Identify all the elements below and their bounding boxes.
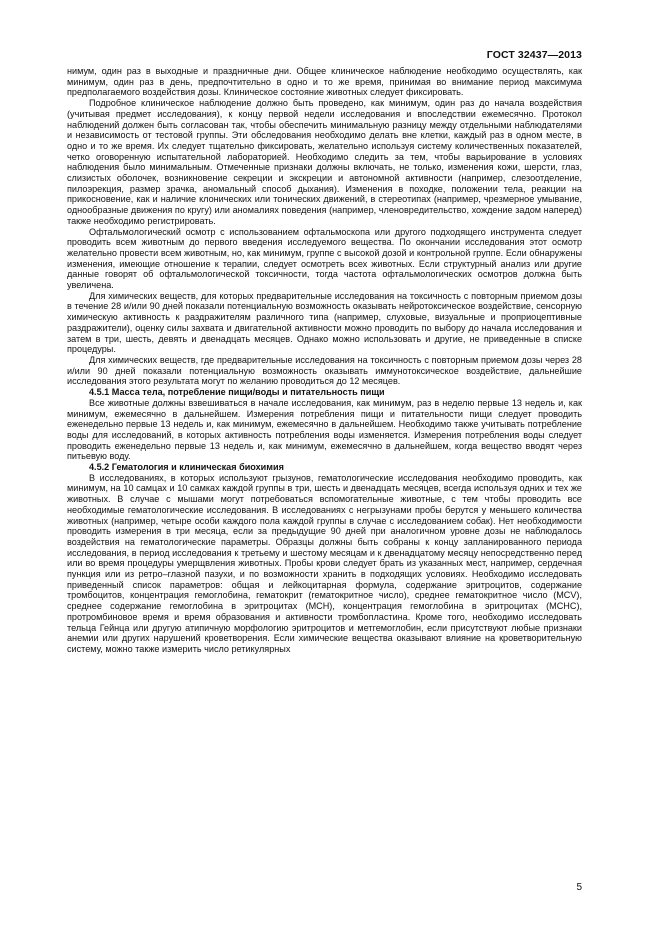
standard-number: ГОСТ 32437—2013 bbox=[486, 49, 582, 61]
section-heading: 4.5.1 Масса тела, потребление пищи/воды и питательность пищи bbox=[89, 387, 385, 398]
body-paragraph: нимум, один раз в выходные и праздничные дни. Общее клиническое наблюдение необходимо осуществлять, как минимум, один раз в день, предпочтительно в одно и то же время, принимая во внимание период максимума предполагаемого воздействия дозы. Клиническое состояние животных следует фиксировать. bbox=[67, 66, 582, 98]
body-paragraph: В исследованиях, в которых используют грызунов, гематологические исследования необходимо проводить, как минимум, на 10 самцах и 10 самках каждой группы в три, шесть и двенадцать месяцев, всегда используя одних и тех же животных. В случае с мышами могут потребоваться вспомогательные животные, с тем чтобы проводить все необходимые гематологические исследования. В исследованиях с негрызунами пробы берутся у меньшего количества животных (например, четыре особи каждого пола каждой группы в случае с исследованием собак). Нет необходимости проводить измерения в три месяца, если за предыдущие 90 дней при аналогичном уровне дозы не наблюдалось воздействия на гематологические параметры. Образцы должны быть собраны к концу запланированного периода исследования, в период исследования к третьему и шестому месяцам и к двенадцатому месяцу непосредственно перед или во время процедуры умерщвления животных. Пробы крови следует брать из указанных мест, например, сердечная пункция или из ретро–глазной пазухи, и по возможности хранить в подходящих условиях. Необходимо исследовать приведенный список параметров: общая и лейкоцитарная формула, содержание эритроцитов, содержание тромбоцитов, концентрация гемоглобина, гематокрит (гематокритное число), среднее гематокритное число (MCV), среднее содержание гемоглобина в эритроцитах (MCH), концентрация гемоглобина в эритроцитах (MCHC), протромбиновое время и время образования и активности тромбопластина. Кроме того, необходимо исследовать тельца Гейнца или другую атипичную морфологию эритроцитов и метгемоглобин, если присутствуют любые признаки анемии или других нарушений кроветворения. Если химические вещества оказывают влияние на кроветворительную систему, можно также измерить число ретикулярных bbox=[67, 472, 582, 654]
body-paragraph: Офтальмологический осмотр с использованием офтальмоскопа или другого подходящего инструмента следует проводить всем животным до первого введения исследуемого вещества. По окончании исследования этот осмотр желательно провести всем животным, но, как минимум, группе с высокой дозой и контрольной группе. Если обнаружены изменения, имеющие отношение к терапии, следует осмотреть всех животных. Если структурный анализ или другие данные говорят об офтальмологической токсичности, тогда частота офтальмологических осмотров должна быть увеличена. bbox=[67, 226, 582, 291]
body-paragraph: Все животные должны взвешиваться в начале исследования, как минимум, раз в неделю первые 13 недель и, как минимум, ежемесячно в дальнейшем. Измерения потребления пищи и питательности пищи следует проводить еженедельно первые 13 недель и, как минимум, ежемесячно в дальнейшем. Необходимо также учитывать потребление воды для исследований, в которых активность потребления воды изменяется. Измерения потребления воды следует проводить еженедельно первые 13 недель и, как минимум, ежемесячно в дальнейшем, когда вещество вводят через питьевую воду. bbox=[67, 397, 582, 462]
section-heading: 4.5.2 Гематология и клиническая биохимия bbox=[89, 462, 284, 473]
document-header bbox=[487, 49, 582, 61]
body-paragraph: Подробное клиническое наблюдение должно быть проведено, как минимум, один раз до начала воздействия (учитывая предмет исследования), к концу первой недели исследования и впоследствии ежемесячно. Протокол наблюдений должен быть согласован так, чтобы обеспечить минимальную разницу между отдельными наблюдателями и независимость от тестовой группы. Эти обследования необходимо делать вне клетки, каждый раз в одном месте, в одно и то же время. Их следует тщательно фиксировать, желательно используя систему количественных показателей, четко оговоренную испытательной лабораторией. Необходимо следить за тем, чтобы варьирование в условиях наблюдения было минимальным. Отмеченные признаки должны включать, не только, изменения кожи, шерсти, глаз, слизистых оболочек, возникновение секреции и экскреции и автономной активности (например, слезоотделение, пилоэрекция, размер зрачка, аномальный способ дыхания). Изменения в походке, положении тела, реакции на прикосновение, как и наличие клонических или тонических движений, в стереотипах (например, чрезмерное умывание, однообразные движения по кругу) или аномалиях поведения (например, членовредительство, хождение задом наперед) также необходимо регистрировать. bbox=[67, 98, 582, 226]
body-paragraph: Для химических веществ, для которых предварительные исследования на токсичность с повторным приемом дозы в течение 28 и/или 90 дней показали потенциальную возможность оказывать нейротоксическое воздействие, сенсорную химическую активность к раздражителям различного типа (например, слуховые, визуальные и проприоцептивные раздражители), оценку силы захвата и двигательной активности можно проводить по выбору до начала исследования и затем в три, шесть, девять и двенадцать месяцев. Однако можно использовать и другие, не приведенные в списке процедуры. bbox=[67, 290, 582, 355]
document-body bbox=[67, 66, 582, 655]
body-paragraph: Для химических веществ, где предварительные исследования на токсичность с повторным приемом дозы через 28 и/или 90 дней показали потенциальную возможность оказывать иммунотоксическое воздействие, дальнейшие исследования этого результата могут по желанию проводиться до 12 месяцев. bbox=[67, 354, 582, 387]
page-number: 5 bbox=[576, 882, 582, 893]
